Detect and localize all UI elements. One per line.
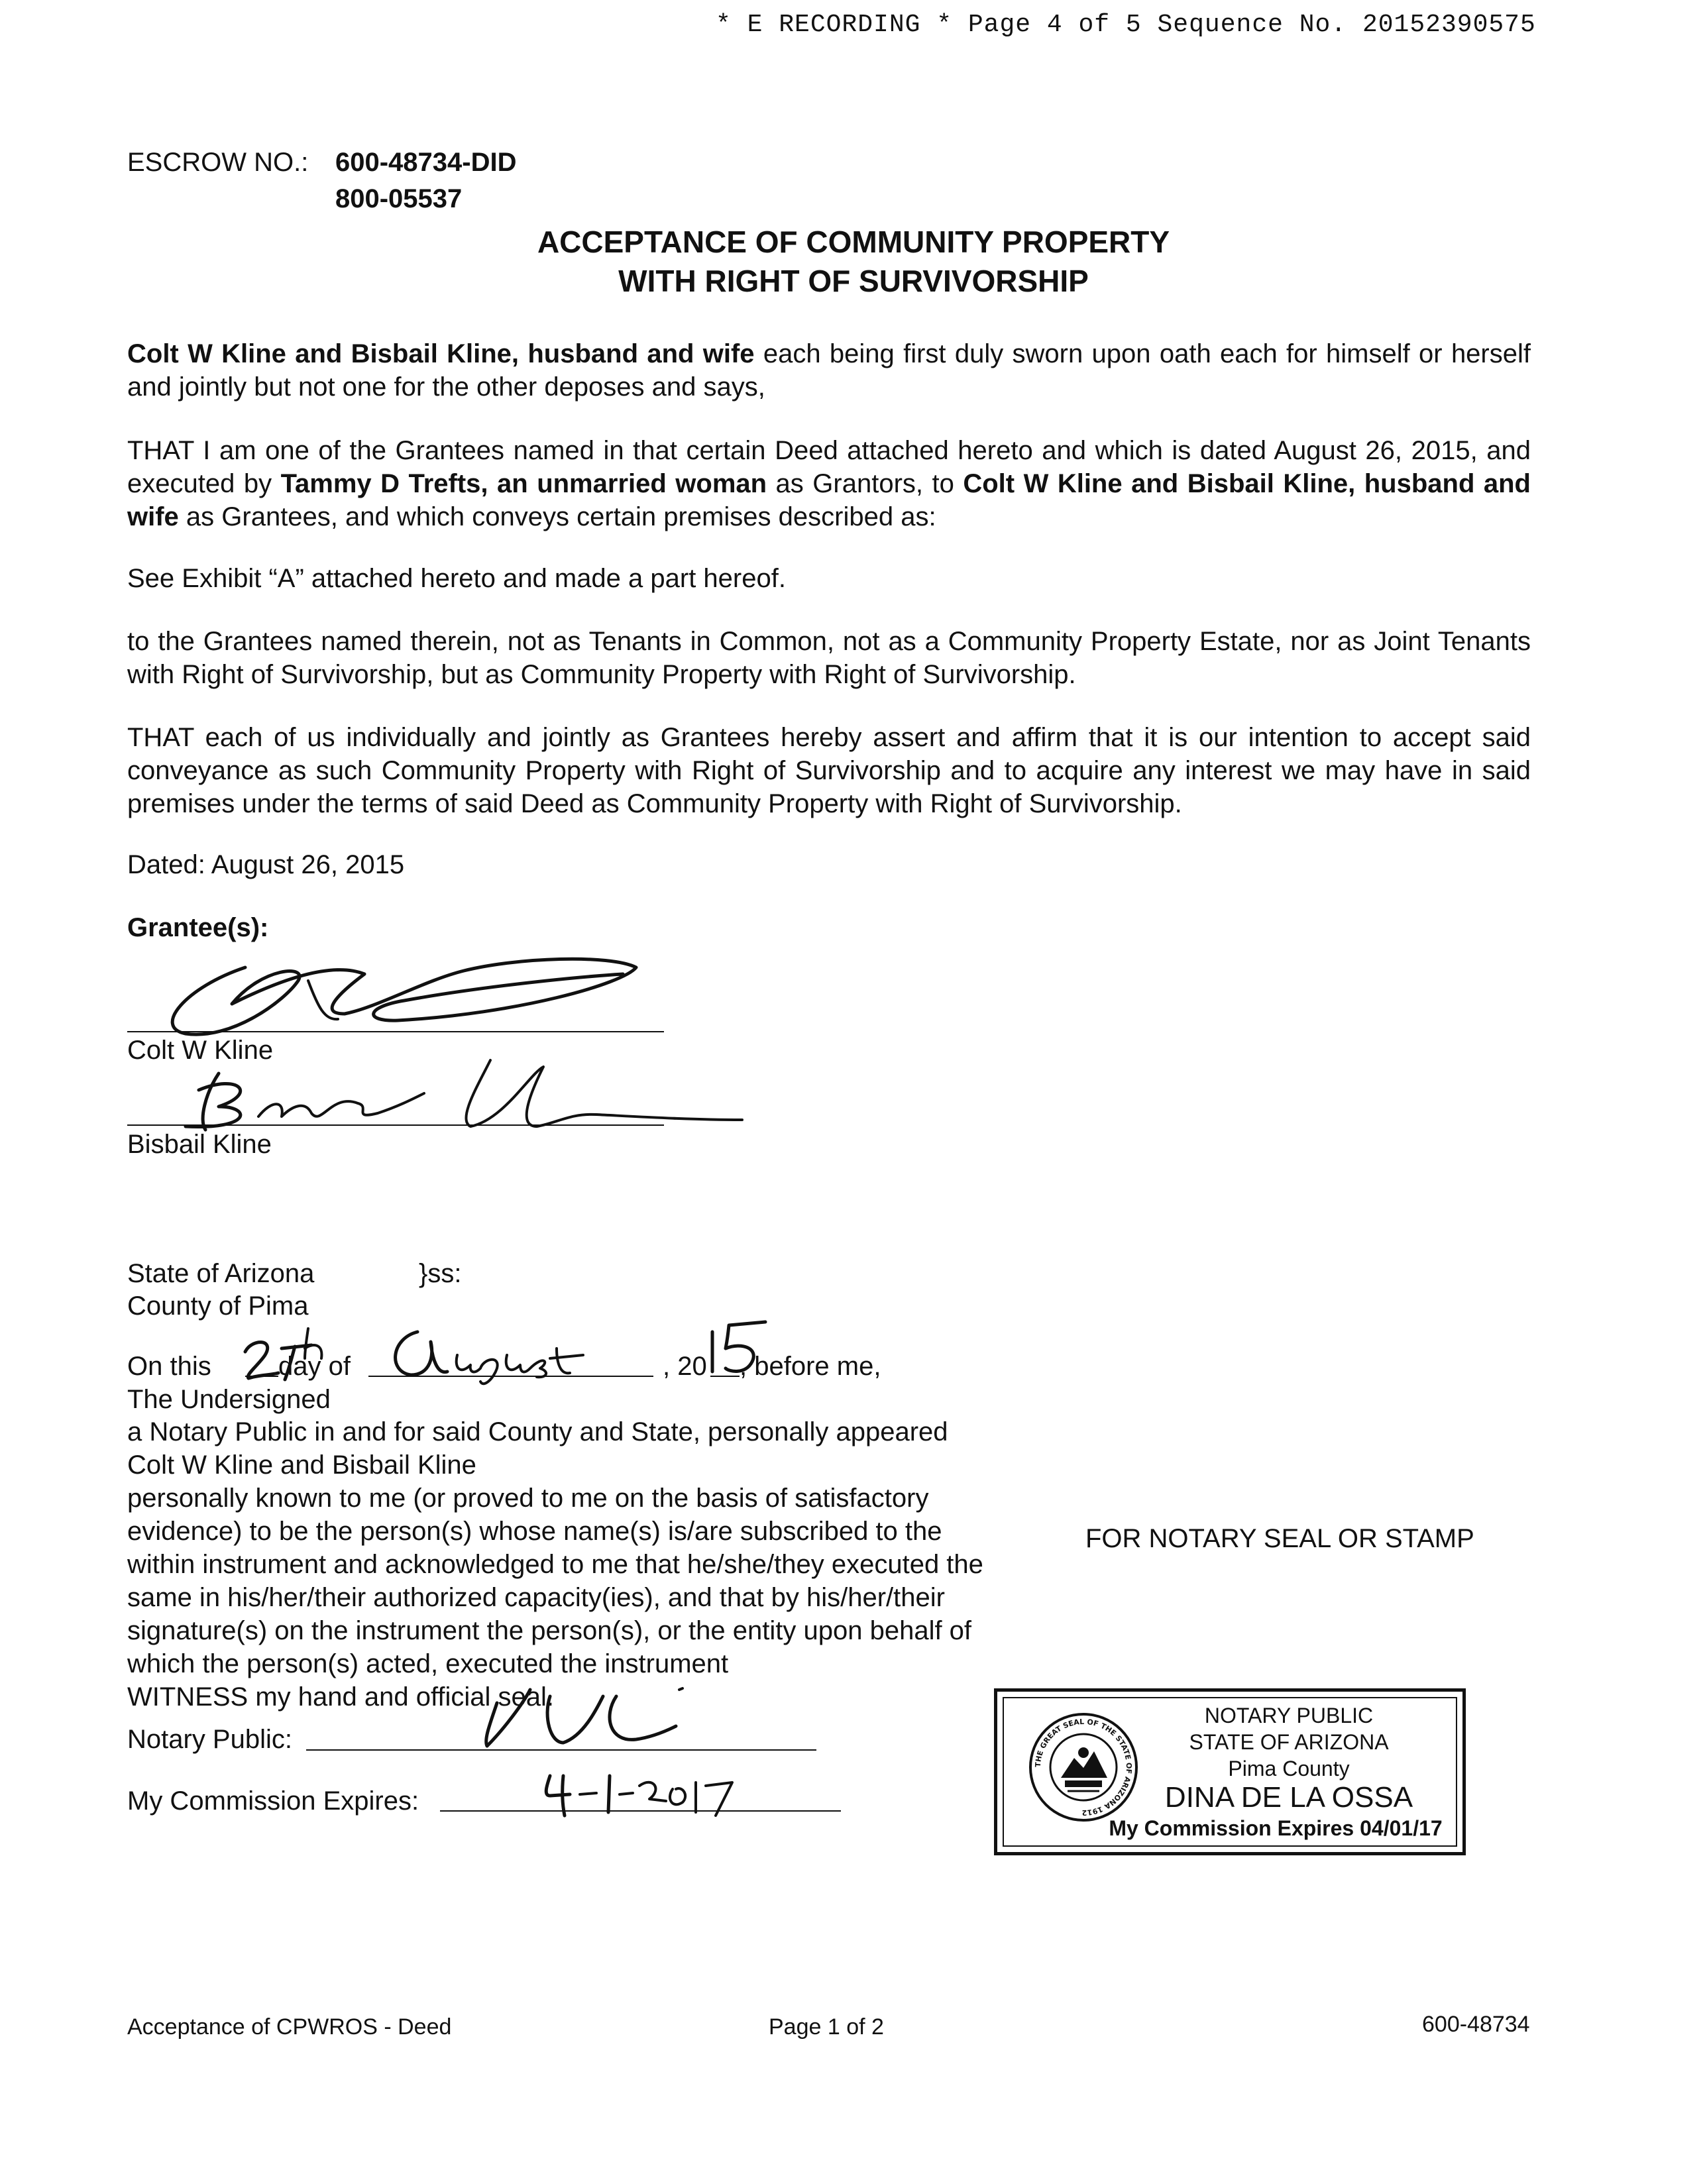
affirmation-paragraph: THAT each of us individually and jointly as Grantees hereby assert and affirm that it is our intention to accept said conveyance as such Community Property with Right of Survivorship and to acquire any interest we may have in said premises under the terms of said Deed as Community Property with Right of Survivorship. — [127, 723, 1531, 818]
handwritten-day — [239, 1325, 331, 1385]
signature-bisbail-kline — [159, 1054, 755, 1140]
deed-paragraph — [127, 434, 1531, 533]
deed-paragraph-part1: THAT I am one of the Grantees named in that certain Deed attached hereto and which is dated August 26, 2015, and executed by — [127, 436, 1531, 498]
venue-county: County of Pima — [127, 1291, 309, 1321]
venue-ss: }ss: — [419, 1259, 462, 1288]
acknowledgment-line: personally known to me (or proved to me on the basis of satisfactory — [127, 1484, 929, 1513]
commission-expires-label: My Commission Expires: — [127, 1786, 419, 1816]
deed-paragraph-part2: as Grantors, to — [767, 469, 964, 498]
acknowledgment-body — [127, 1415, 983, 1714]
notary-public-label: Notary Public: — [127, 1725, 292, 1754]
grantees-label: Grantee(s): — [127, 913, 269, 942]
stamp-state: STATE OF ARIZONA — [1189, 1730, 1389, 1754]
deed-paragraph-part3: as Grantees, and which conveys certain premises described as: — [178, 502, 936, 531]
handwritten-year — [702, 1319, 775, 1385]
document-title-line2: WITH RIGHT OF SURVIVORSHIP — [618, 264, 1089, 298]
grantor-name: Tammy D Trefts, an unmarried woman — [280, 469, 767, 498]
stamp-commission-expiry: My Commission Expires 04/01/17 — [1109, 1816, 1443, 1840]
footer-escrow-number: 600-48734 — [1422, 2012, 1530, 2037]
stamp-notary-public: NOTARY PUBLIC — [1204, 1704, 1374, 1727]
tenancy-paragraph: to the Grantees named therein, not as Tenants in Common, not as a Community Property Estate, nor as Joint Tenants with Right of Survivorship, but as Community Property with Right of Survivorship. — [127, 627, 1531, 689]
svg-text:THE GREAT SEAL OF THE STATE OF: THE GREAT SEAL OF THE STATE OF ARIZONA 1912 — [1033, 1717, 1134, 1818]
handwritten-month — [384, 1319, 649, 1392]
acknowledgment-line: WITNESS my hand and official seal. — [127, 1682, 554, 1712]
document-title-line1: ACCEPTANCE OF COMMUNITY PROPERTY — [537, 225, 1170, 259]
acknowledgment-line: signature(s) on the instrument the person(s), or the entity upon behalf of — [127, 1616, 972, 1645]
escrow-number-primary: 600-48734-DID — [335, 148, 517, 177]
affidavit-paragraph-text: each being first duly sworn upon oath each for himself or herself and jointly but not one for the other deposes and says, — [127, 339, 1531, 402]
footer-page-number: Page 1 of 2 — [769, 2014, 884, 2040]
signature-line-2 — [127, 1124, 664, 1126]
notary-undersigned: The Undersigned — [127, 1385, 331, 1414]
venue-state: State of Arizona — [127, 1259, 315, 1288]
acknowledgment-line: which the person(s) acted, executed the instrument — [127, 1649, 729, 1678]
signature-line-1 — [127, 1031, 664, 1032]
signatory-name-1: Colt W Kline — [127, 1036, 274, 1065]
acknowledgment-line: evidence) to be the person(s) whose name(s) is/are subscribed to the — [127, 1517, 942, 1546]
grantee-names: Colt W Kline and Bisbail Kline, husband and wife — [127, 469, 1531, 531]
footer-document-title: Acceptance of CPWROS - Deed — [127, 2014, 452, 2040]
year-prefix: , 20 — [663, 1352, 707, 1381]
notary-signature — [464, 1676, 729, 1756]
notary-stamp — [994, 1688, 1466, 1855]
escrow-number-secondary: 800-05537 — [335, 184, 463, 213]
acknowledgment-line: same in his/her/their authorized capacity(ies), and that by his/her/their — [127, 1583, 945, 1612]
on-this-label: On this — [127, 1352, 211, 1381]
stamp-county: Pima County — [1228, 1757, 1350, 1780]
affidavit-paragraph — [127, 337, 1531, 404]
recording-header: * E RECORDING * Page 4 of 5 Sequence No. 20152390575 — [716, 11, 1536, 39]
day-of-label: day of — [278, 1352, 351, 1381]
escrow-label: ESCROW NO.: — [127, 148, 309, 177]
before-me-label: , before me, — [740, 1352, 881, 1381]
grantee-parties: Colt W Kline and Bisbail Kline, husband and wife — [127, 339, 755, 368]
dated-line: Dated: August 26, 2015 — [127, 850, 405, 879]
acknowledgment-line: a Notary Public in and for said County and State, personally appeared — [127, 1417, 948, 1447]
acknowledgment-line: Colt W Kline and Bisbail Kline — [127, 1450, 476, 1480]
handwritten-expiry — [530, 1769, 769, 1822]
acknowledgment-line: within instrument and acknowledged to me that he/she/they executed the — [127, 1550, 983, 1579]
stamp-notary-name: DINA DE LA OSSA — [1164, 1781, 1413, 1814]
signatory-name-2: Bisbail Kline — [127, 1130, 272, 1159]
exhibit-paragraph: See Exhibit “A” attached hereto and made a part hereof. — [127, 564, 786, 593]
seal-caption: FOR NOTARY SEAL OR STAMP — [1085, 1524, 1474, 1553]
